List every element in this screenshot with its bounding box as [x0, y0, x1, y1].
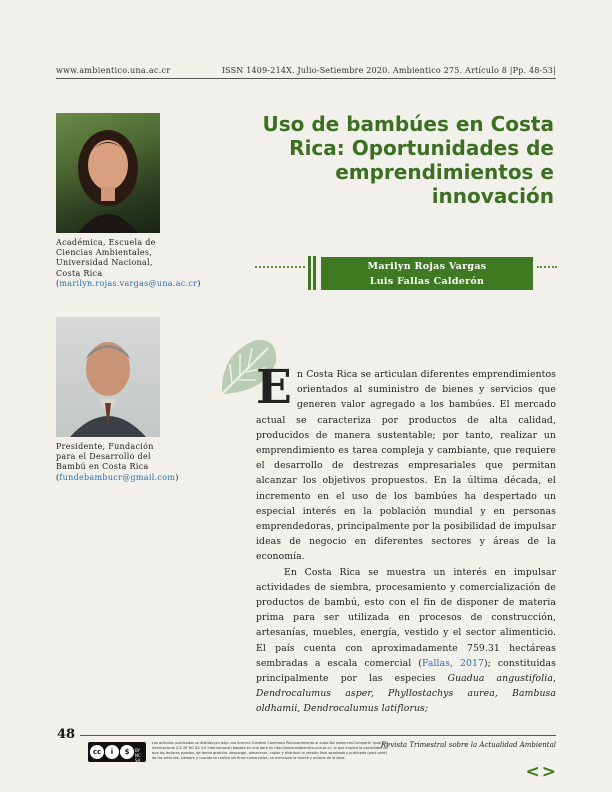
license-text: Los artículos publicados se distribuyen bajo una licencia Creative Commons Reconocimiento al autor-No comercial-Compartir igual 4.0 Internacional (CC BY NC SA 4.0 Internacional) basada en una obra en http://www.ambientico.una.ac.cr, lo que implica la posibilidad de que los lectores puedan, de forma gratuita, descargar, almacenar, copiar y distribuir la versión final aprobada y publicada (post print) de los artículos, siempre y cuando se realice sin fines comerciales, se mencione la fuente y autoría de la obra. — [152, 741, 388, 760]
article-body — [256, 360, 556, 717]
site-url[interactable]: www.ambientico.una.ac.cr — [56, 66, 171, 75]
nc-icon: $ — [120, 745, 134, 759]
page-nav-arrows[interactable]: <> — [525, 762, 558, 782]
author1-email-link[interactable]: marilyn.rojas.vargas@una.ac.cr — [59, 278, 198, 288]
footer-rule — [80, 735, 556, 736]
dotted-rule-right — [537, 266, 557, 270]
cc-icon: cc — [90, 745, 104, 759]
article-title: Uso de bambúes en Costa Rica: Oportunidades de emprendimientos e innovación — [262, 112, 554, 208]
journal-name: Revista Trimestral sobre la Actualidad Ambiental — [380, 741, 556, 749]
author-photo-luis — [56, 317, 160, 437]
paragraph: En Costa Rica se articulan diferentes emprendimientos orientados al suministro de bienes y servicios que generen valor agregado a los bambúes. El mercado actual se caracteriza por productos de alta calidad, producidos de manera sustentable; por tanto, realizar un emprendimiento es tarea compleja y cambiante, que requiere el desarrollo de destrezas empresariales que permitan alcanzar los objetivos propuestos. En la última década, el incremento en el uso de los bambúes ha despertado un especial interés en la población mundial y en personas emprendedoras, principalmente por la posibilidad de impulsar ideas de negocio en diferentes sectores y áreas de la economía. — [256, 360, 556, 563]
author1-caption: Académica, Escuela de Ciencias Ambientales, Universidad Nacional, Costa Rica (marilyn.rojas.vargas@una.ac.cr) — [56, 238, 201, 288]
creative-commons-badge[interactable] — [88, 742, 146, 762]
author2-caption: Presidente, Fundación para el Desarrollo del Bambú en Costa Rica (fundebambucr@gmail.com) — [56, 442, 179, 482]
dotted-rule-left — [255, 266, 305, 270]
authors-block — [255, 256, 557, 290]
citation-link[interactable]: Fallas, 2017 — [421, 657, 484, 669]
author2-email-link[interactable]: fundebambucr@gmail.com — [59, 472, 176, 482]
header-rule — [56, 78, 556, 79]
author-name: Luis Fallas Calderón — [369, 276, 485, 287]
running-header — [56, 64, 556, 80]
cc-label: BY NC SA — [135, 748, 141, 763]
page-number: 48 — [57, 727, 76, 742]
author-name: Marilyn Rojas Vargas — [367, 261, 487, 272]
author-photo-marilyn — [56, 113, 160, 233]
drop-cap: E — [256, 360, 292, 415]
author-names-box — [321, 257, 533, 290]
issue-meta: ISSN 1409-214X. Julio-Setiembre 2020. Ambientico 275. Artículo 8 |Pp. 48-53| — [221, 66, 556, 75]
by-icon: i — [105, 745, 119, 759]
accent-bars — [308, 256, 318, 290]
species-list: Guadua angustifolia, Dendrocalumus asper, Phyllostachys aurea, Bambusa oldhamii, Dendrocalumus latiflorus; — [256, 673, 556, 715]
paragraph: En Costa Rica se muestra un interés en impulsar actividades de siembra, procesamiento y comercialización de productos de bambú, esto con el fin de disponer de materia prima para ser utilizada en procesos de construcción, artesanías, muebles, energía, vestido y el sector alimenticio. El país cuenta con aproximadamente 759.31 hectáreas sembradas a escala comercial (Fallas, 2017); constituidas principalmente por las especies Guadua angustifolia, Dendrocalumus asper, Phyllostachys aurea, Bambusa oldhamii, Dendrocalumus latiflorus; — [256, 566, 556, 715]
